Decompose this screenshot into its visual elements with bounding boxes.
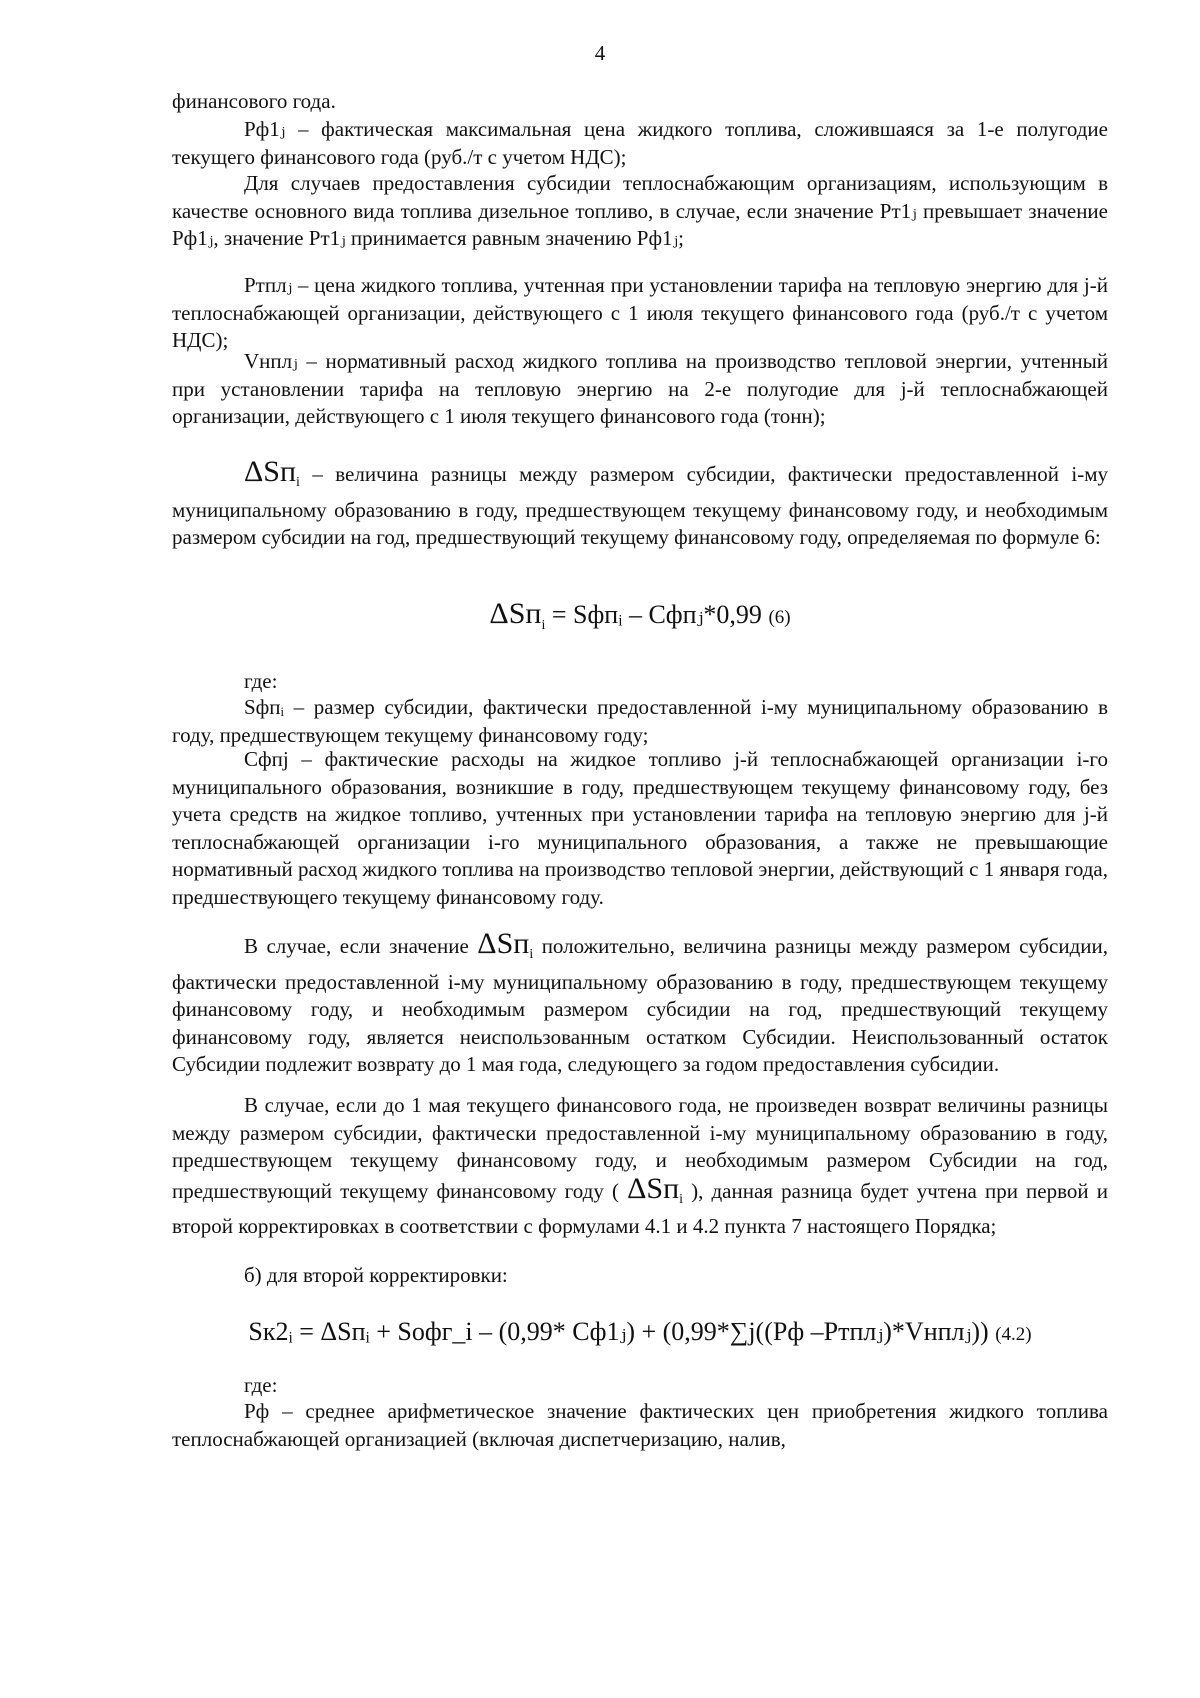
paragraph-rtpl [172,272,1108,355]
paragraph-vnpl [172,348,1108,431]
paragraph-text: финансового года. [172,89,336,113]
delta-subscript: i [529,947,534,963]
paragraph-cfp [172,746,1108,911]
paragraph-text: Sфпᵢ – размер субсидии, фактически предоставленной i-му муниципальному образованию в году, предшествующем текущему финансовому году; [172,695,1108,747]
paragraph-text: – величина разницы между размером субсидии, фактически предоставленной i-му муниципальному образованию в году, предшествующем текущему финансовому году, и необходимым размером субсидии на год, предшествующий текущему финансовому году, определяемая по формуле 6: [172,462,1108,550]
paragraph-text: Рф1ⱼ – фактическая максимальная цена жидкого топлива, сложившаяся за 1-е полугодие текущего финансового года (руб./т с учетом НДС); [172,117,1108,169]
paragraph-delta-definition [172,455,1108,552]
paragraph-text: Vнплⱼ – нормативный расход жидкого топлива на производство тепловой энергии, учтенный при установлении тарифа на тепловую энергию на 2-е полугодие для j-й теплоснабжающей организации, действующего с 1 июля текущего финансового года (тонн); [172,349,1108,428]
formula-lhs: ΔSп [489,597,542,630]
paragraph-where-2 [172,1372,1108,1400]
paragraph-no-refund-case [172,1092,1108,1241]
paragraph-text: Ртплⱼ – цена жидкого топлива, учтенная при установлении тарифа на тепловую энергию для j-й теплоснабжающей организации, действующего с 1 июля текущего финансового года (руб./т с учетом НДС); [172,273,1108,352]
paragraph-text: В случае, если до 1 мая текущего финансового года, не произведен возврат величины разницы между размером субсидии, фактически предоставленной i-му муниципальному образованию в году, предшествующем текущему финансовому году, и необходимым размером Субсидии на год, предшествующий текущему финансовому году ( [172,1093,1108,1203]
paragraph-text: В случае, если значение [244,934,478,958]
paragraph-sfp [172,694,1108,749]
formula-4-2 [172,1318,1108,1349]
paragraph-positive-case [172,927,1108,1079]
delta-symbol: ΔSп [627,1171,680,1205]
delta-subscript: i [679,1191,684,1207]
paragraph-where [172,668,1108,696]
paragraph [172,88,1108,116]
formula-6 [172,597,1108,640]
delta-symbol: ΔSп [477,927,530,960]
paragraph-text: положительно, величина разницы между размером субсидии, фактически предоставленной i-му муниципальному образованию в году, предшествующем текущему финансовому году, и необходимым размером субсидии на год, предшествующий текущему финансовому году, является неиспользованным остатком Субсидии. Неиспользованный остаток Субсидии подлежит возврату до 1 мая года, следующего за годом предоставления субсидии. [172,934,1108,1077]
paragraph-text: б) для второй корректировки: [244,1263,508,1287]
paragraph-text: где: [244,1373,278,1397]
paragraph-text: Рф – среднее арифметическое значение фактических цен приобретения жидкого топлива теплоснабжающей организацией (включая диспетчеризацию, налив, [172,1399,1108,1451]
formula-number: (6) [768,607,791,628]
formula-number: (4.2) [995,1324,1032,1345]
paragraph-second-correction [172,1262,1108,1290]
formula-body: Sк2ᵢ = ΔSпᵢ + Sофг_i – (0,99* Сф1ⱼ) + (0,99*∑j((Рф –Ртплⱼ)*Vнплⱼ)) [248,1317,989,1346]
paragraph-text: где: [244,669,278,693]
formula-subscript: i [541,618,546,634]
page-number: 4 [594,41,606,65]
paragraph-text: Для случаев предоставления субсидии теплоснабжающим организациям, использующим в качестве основного вида топлива дизельное топливо, в случае, если значение Рт1ⱼ превышает значение Рф1ⱼ, значение Рт1ⱼ принимается равным значению Рф1ⱼ; [172,171,1108,250]
paragraph-rf1 [172,116,1108,171]
formula-rhs: = Sфпᵢ – Сфпⱼ*0,99 [545,600,762,629]
paragraph-text: Сфпj – фактические расходы на жидкое топливо j-й теплоснабжающей организации i-го муниципального образования, возникшие в году, предшествующем текущему финансовому году, без учета средств на жидкое топливо, учтенных при установлении тарифа на тепловую энергию для j-й теплоснабжающей организации i-го муниципального образования, а также не превышающие нормативный расход жидкого топлива на производство тепловой энергии, действующий с 1 января года, предшествующего текущему финансовому году. [172,747,1108,909]
delta-subscript: i [296,475,300,491]
paragraph-rf [172,1398,1108,1453]
paragraph-diesel-case [172,170,1108,253]
paragraph-text: ), данная разница будет учтена при первой и второй корректировках в соответствии с формулами 4.1 и 4.2 пункта 7 настоящего Порядка; [172,1178,1108,1239]
delta-symbol: ΔSп [244,455,297,488]
